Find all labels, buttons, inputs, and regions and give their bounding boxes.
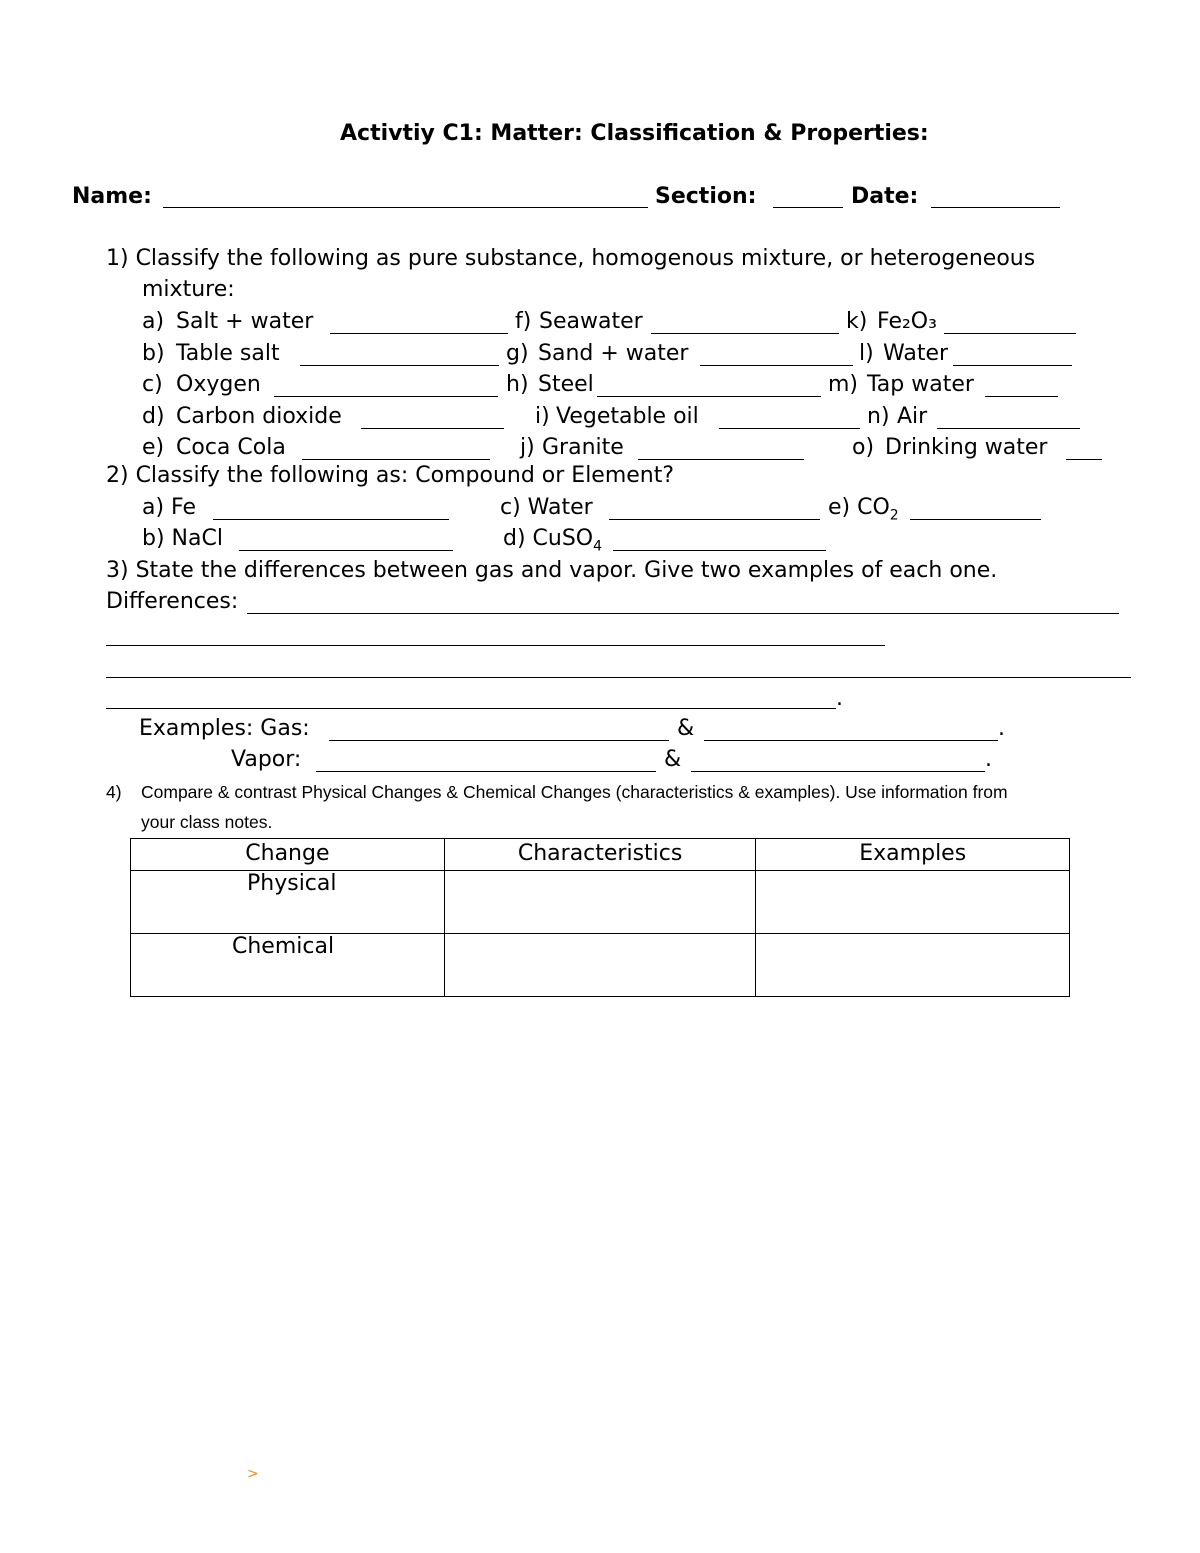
q4-prompt: Compare & contrast Physical Changes & Chemical Changes (characteristics & examples). Use information from (141, 782, 1008, 802)
change-cell (131, 934, 445, 997)
q1-item-label: d) (142, 404, 165, 429)
characteristics-cell-chemical[interactable] (444, 934, 756, 997)
change-chemical: Chemical (232, 934, 335, 959)
q1-item-text: Tap water (867, 372, 974, 397)
vapor-amp: & (664, 747, 682, 772)
gas-amp: & (677, 716, 695, 741)
q1-item-label: l) (859, 341, 874, 366)
q1-item-label: o) (852, 435, 875, 460)
q1-answer-f[interactable] (651, 333, 839, 334)
q1-answer-e[interactable] (302, 459, 490, 460)
q1-item-text: Drinking water (885, 435, 1048, 460)
column-header-examples: Examples (756, 839, 1070, 871)
q1-item-text: Table salt (176, 341, 280, 366)
q1-answer-g[interactable] (700, 365, 853, 366)
differences-label: Differences: (106, 589, 239, 614)
table-header-row (131, 839, 1070, 871)
q2-answer-c[interactable] (609, 519, 820, 520)
q4-number: 4) (106, 782, 122, 802)
q1-prompt-cont: mixture: (142, 277, 235, 302)
differences-line-4[interactable] (106, 708, 836, 709)
q1-item-label: f) (515, 309, 532, 334)
table-row (131, 871, 1070, 934)
q1-item-text: Vegetable oil (556, 404, 699, 429)
comparison-table (130, 838, 1070, 997)
q1-answer-i[interactable] (719, 428, 860, 429)
date-label: Date: (851, 184, 919, 209)
q1-answer-j[interactable] (638, 459, 804, 460)
differences-line-2[interactable] (106, 645, 885, 646)
q2-item-c: c) Water (500, 495, 593, 520)
q1-item-text: Sand + water (538, 341, 689, 366)
q1-item-text: Carbon dioxide (176, 404, 342, 429)
q2-item-e: e) $CO_2$ (828, 495, 899, 524)
vapor-example-2[interactable] (691, 771, 985, 772)
examples-cell-physical[interactable] (756, 871, 1070, 934)
q1-item-label: j) (520, 435, 535, 460)
differences-period: . (836, 686, 843, 711)
page-title: Activtiy C1: Matter: Classification & Properties: (340, 121, 929, 146)
q1-item-label: n) (867, 404, 890, 429)
q2-answer-b[interactable] (239, 550, 453, 551)
q2-answer-a[interactable] (213, 519, 449, 520)
q1-item-label: h) (506, 372, 529, 397)
q2-item-b: b) NaCl (142, 526, 223, 551)
q1-item-text: Oxygen (176, 372, 261, 397)
q1-item-label: a) (142, 309, 165, 334)
name-label: Name: (72, 184, 152, 209)
change-physical: Physical (247, 871, 337, 896)
table-row (131, 934, 1070, 997)
q1-item-text: Air (897, 404, 928, 429)
q2-answer-e[interactable] (910, 519, 1041, 520)
characteristics-cell-physical[interactable] (444, 871, 756, 934)
q1-item-label: k) (846, 309, 868, 334)
q1-item-text: Salt + water (176, 309, 314, 334)
q1-item-label: e) (142, 435, 165, 460)
gas-example-1[interactable] (329, 740, 669, 741)
q1-answer-c[interactable] (274, 396, 498, 397)
q1-item-label: m) (828, 372, 859, 397)
q1-item-text: Granite (542, 435, 624, 460)
gas-period: . (998, 716, 1005, 741)
q1-item-label: g) (506, 341, 529, 366)
q1-item-text: Seawater (539, 309, 643, 334)
column-header-change: Change (131, 839, 445, 871)
name-field[interactable] (163, 207, 648, 208)
q1-answer-k[interactable] (944, 333, 1076, 334)
differences-line-1[interactable] (247, 613, 1119, 614)
section-field[interactable] (773, 207, 843, 208)
q2-prompt: 2) Classify the following as: Compound or Element? (106, 463, 675, 488)
q1-answer-d[interactable] (361, 428, 504, 429)
q1-answer-b[interactable] (300, 365, 499, 366)
footer-mark: > (247, 1466, 259, 1482)
vapor-examples-label: Vapor: (231, 747, 302, 772)
differences-line-3[interactable] (106, 677, 1131, 678)
q3-prompt: 3) State the differences between gas and vapor. Give two examples of each one. (106, 558, 998, 583)
q1-answer-h[interactable] (597, 396, 821, 397)
section-label: Section: (655, 184, 757, 209)
q1-answer-o[interactable] (1066, 459, 1102, 460)
q1-answer-l[interactable] (953, 365, 1072, 366)
q1-answer-m[interactable] (985, 396, 1058, 397)
change-cell (131, 871, 445, 934)
q1-item-label: i) (535, 404, 550, 429)
q1-item-text: Coca Cola (176, 435, 286, 460)
q1-answer-n[interactable] (937, 428, 1080, 429)
q2-item-d: d) CuSO$_4$ (503, 526, 603, 555)
gas-example-2[interactable] (704, 740, 998, 741)
examples-cell-chemical[interactable] (756, 934, 1070, 997)
q1-item-text: Steel (538, 372, 594, 397)
q1-item-label: c) (142, 372, 163, 397)
q2-item-a: a) Fe (142, 495, 197, 520)
q1-answer-a[interactable] (330, 333, 508, 334)
q1-item-text: Water (883, 341, 949, 366)
q1-item-label: b) (142, 341, 165, 366)
q4-prompt-cont: your class notes. (141, 812, 273, 832)
vapor-example-1[interactable] (316, 771, 656, 772)
q1-item-text: Fe₂O₃ (877, 309, 937, 334)
q2-answer-d[interactable] (613, 550, 826, 551)
vapor-period: . (985, 747, 992, 772)
q1-prompt: 1) Classify the following as pure substance, homogenous mixture, or heterogeneous (106, 246, 1036, 271)
date-field[interactable] (931, 207, 1060, 208)
column-header-characteristics: Characteristics (444, 839, 756, 871)
gas-examples-label: Examples: Gas: (139, 716, 310, 741)
